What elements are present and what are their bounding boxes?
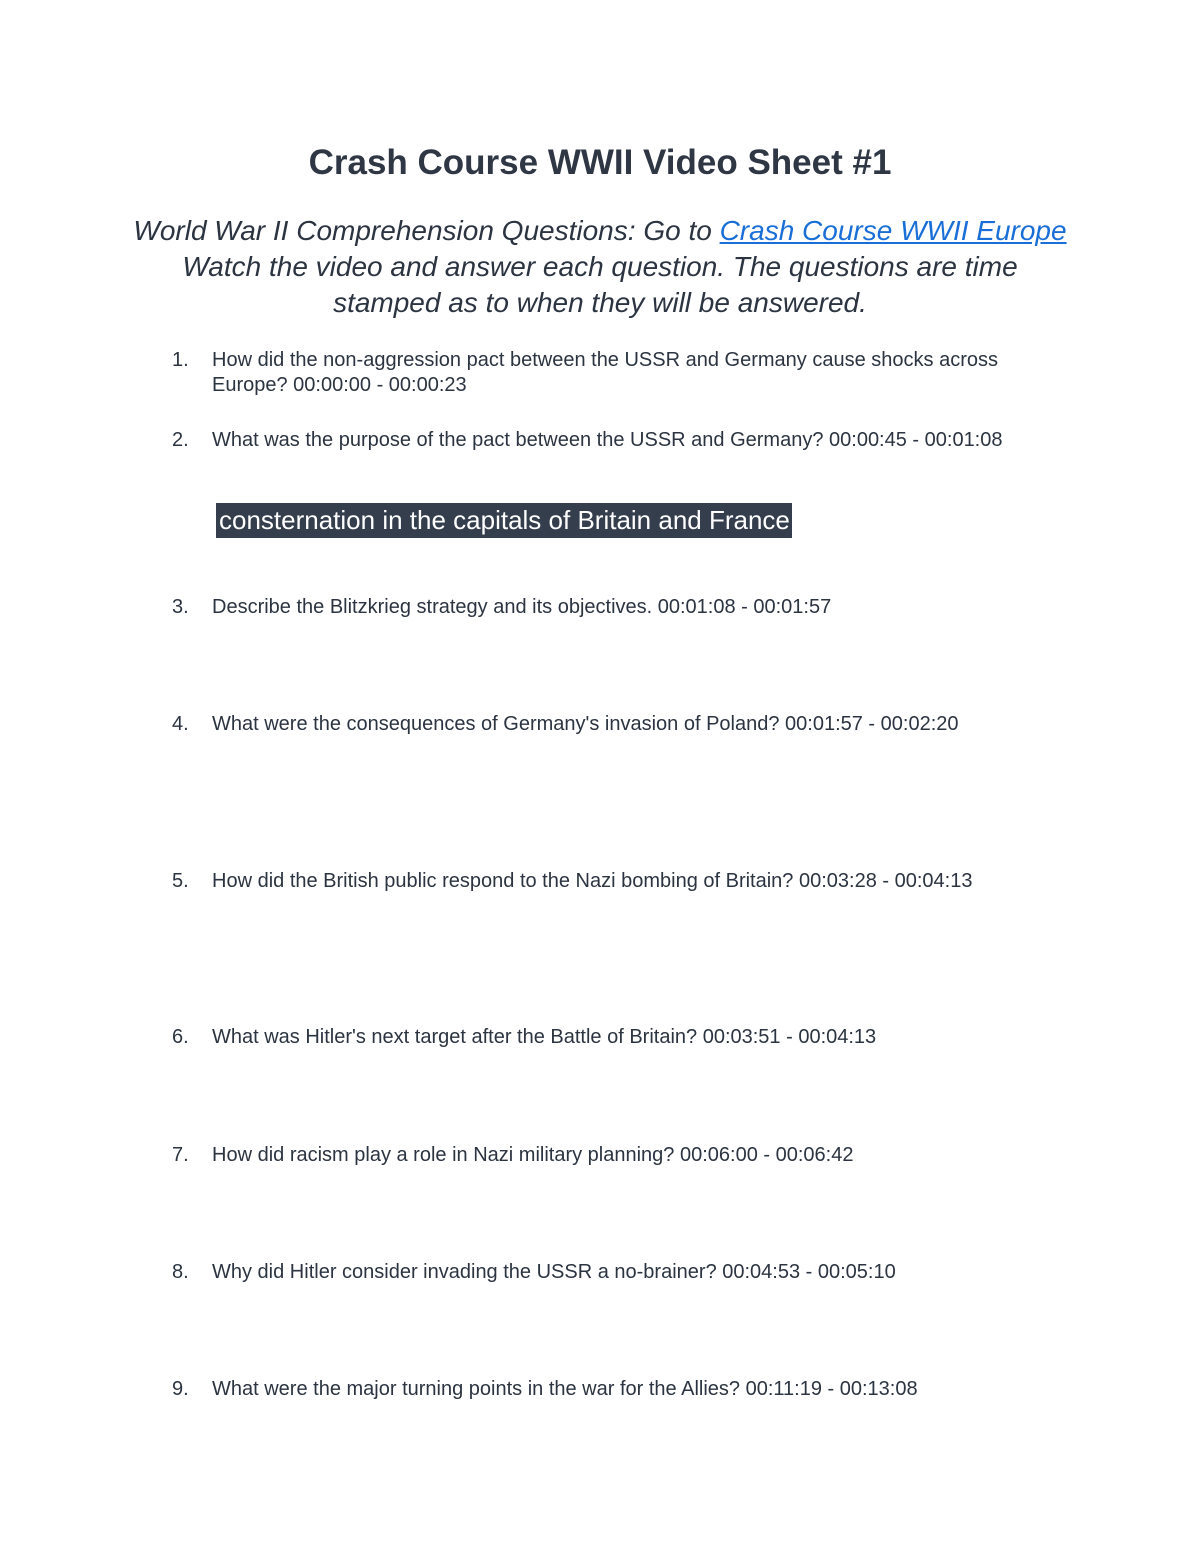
video-link[interactable]: Crash Course WWII Europe xyxy=(719,215,1067,246)
page-title: Crash Course WWII Video Sheet #1 xyxy=(308,143,892,182)
question-text: What was the purpose of the pact between the USSR and Germany? 00:00:45 - 00:01:08 xyxy=(212,429,1003,451)
question-number: 4. xyxy=(172,713,189,735)
question-number: 7. xyxy=(172,1144,189,1166)
question-text: Why did Hitler consider invading the USSR a no-brainer? 00:04:53 - 00:05:10 xyxy=(212,1261,896,1283)
question-item xyxy=(172,1136,1052,1174)
question-text: How did racism play a role in Nazi military planning? 00:06:00 - 00:06:42 xyxy=(212,1144,854,1166)
question-number: 3. xyxy=(172,596,189,618)
question-item xyxy=(172,705,1052,743)
question-number: 9. xyxy=(172,1378,189,1400)
question-number: 1. xyxy=(172,349,189,371)
intro-text-after-link: Watch the video and answer each question. The questions are time stamped as to when they will be answered. xyxy=(182,251,1018,318)
question-item xyxy=(172,588,1052,626)
question-number: 8. xyxy=(172,1261,189,1283)
question-text: What was Hitler's next target after the Battle of Britain? 00:03:51 - 00:04:13 xyxy=(212,1026,877,1048)
question-item xyxy=(172,421,1052,459)
question-text: How did the British public respond to the Nazi bombing of Britain? 00:03:28 - 00:04:13 xyxy=(212,870,973,892)
answer-text: consternation in the capitals of Britain and France xyxy=(216,503,792,538)
question-text: What were the consequences of Germany's invasion of Poland? 00:01:57 - 00:02:20 xyxy=(212,713,959,735)
intro-text-before-link: World War II Comprehension Questions: Go to xyxy=(133,215,720,246)
question-item xyxy=(172,862,1052,900)
question-text: How did the non-aggression pact between the USSR and Germany cause shocks across Europe? 00:00:00 - 00:00:23 xyxy=(212,349,998,396)
question-item xyxy=(172,1370,1052,1408)
intro-paragraph xyxy=(130,213,1070,321)
question-number: 6. xyxy=(172,1026,189,1048)
question-item xyxy=(172,348,1052,398)
question-number: 2. xyxy=(172,429,189,451)
question-item xyxy=(172,1018,1052,1056)
question-text: What were the major turning points in the war for the Allies? 00:11:19 - 00:13:08 xyxy=(212,1378,918,1400)
question-text: Describe the Blitzkrieg strategy and its objectives. 00:01:08 - 00:01:57 xyxy=(212,596,832,618)
question-number: 5. xyxy=(172,870,189,892)
question-item xyxy=(172,1253,1052,1291)
